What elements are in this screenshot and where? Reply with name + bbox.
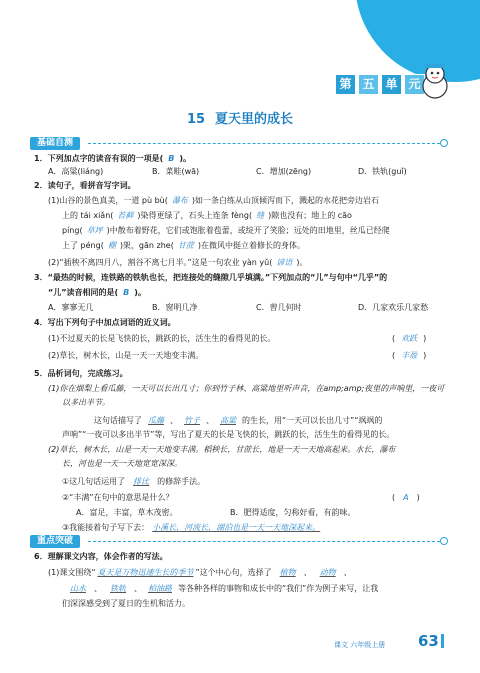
- q3-line2: [48, 287, 146, 298]
- text: 等各种各样的事物和成长中的“我们”作为例子来写，让我: [178, 584, 379, 593]
- q2-answer: 甘蔗: [177, 241, 194, 250]
- divider: [88, 541, 440, 542]
- text: 、: [170, 416, 178, 425]
- lesson-title: [0, 108, 480, 127]
- q2-answer: 棚: [107, 241, 116, 250]
- q3-option-c: C．曾几何时: [256, 303, 302, 312]
- q4-answer: 欢跃: [401, 334, 418, 343]
- q4-answer: 丰盈: [401, 351, 418, 360]
- q5-passage1b: 以多出半节。: [62, 398, 110, 407]
- text: 、: [94, 584, 102, 593]
- q6-answer: 夏天是万物迅速生长的季节: [97, 568, 194, 577]
- q6-answer: 山水: [70, 584, 86, 593]
- q2-line5: [48, 257, 307, 268]
- q5-c1: [62, 476, 205, 487]
- divider: [88, 143, 440, 144]
- q1-option-a: A．高粱(liáng): [48, 167, 104, 176]
- q2-line2: [62, 210, 352, 221]
- q5-answer: 小溪长，河流长，湖泊也是一天一天地深起来。: [152, 523, 321, 532]
- q1-option-d: D．铁轨(guǐ): [358, 167, 407, 176]
- text: 这句话描写了: [94, 416, 142, 425]
- text: )在微风中挺立着修长的身体。: [197, 241, 305, 250]
- q2-answer: 瀑布: [171, 196, 188, 205]
- lesson-number: 15: [186, 112, 206, 127]
- q3-answer: B: [123, 288, 130, 297]
- unit-char: 单: [381, 74, 402, 95]
- q5-passage2: (2)草长，树木长，山是一天一天地变丰满。稻秧长，甘蔗长，地是一天一天地高起来。水长，瀑布: [48, 445, 396, 454]
- q5-c2: ②“丰满”在句中的意思是什么？: [62, 493, 174, 502]
- section-key-label: 重点突破: [30, 535, 80, 548]
- unit-char: 五: [358, 74, 379, 95]
- q4-sentence2: (2)草长，树木长，山是一天一天地变丰满。: [48, 351, 204, 360]
- q3-option-a: A．寥寥无几: [48, 303, 94, 312]
- q5-c2-option-b: B．肥得适度，匀称好看，有韵味。: [230, 508, 356, 517]
- q1-stem-text: 1．下列加点字的读音有误的一项是(: [34, 154, 164, 163]
- q3-line1: 3．“最热的时候，连铁路的铁轨也长，把连接处的缝隙几乎填满。”下列加点的“儿”与句中“几乎”的: [34, 273, 388, 282]
- text: 上了 péng(: [62, 241, 104, 250]
- text: 、: [206, 416, 214, 425]
- dot-icon: [440, 537, 448, 545]
- q6-stem: 6．理解课文内容，体会作者的写法。: [34, 552, 168, 561]
- q2-answer: 草坪: [86, 226, 103, 235]
- q5-c3: [62, 522, 323, 533]
- q5-c2-option-a: A．富足，丰富，草木茂密。: [76, 508, 178, 517]
- q4-sentence1: (1)不过夏天的长是飞快的长，跳跃的长，活生生的看得见的长。: [48, 334, 276, 343]
- q1-stem-end: )。: [179, 154, 191, 163]
- q5-answer: 竹子: [184, 416, 200, 425]
- q6-line2: [62, 583, 378, 594]
- q2-line3: [62, 225, 390, 236]
- text: )如一条白练从山顶倾泻而下，溅起的水花把旁边岩石: [191, 196, 379, 205]
- q6-answer: 植物: [279, 568, 296, 577]
- q6-answer: 铁轨: [110, 584, 126, 593]
- q6-answer: 柏油路: [148, 584, 172, 593]
- q4-answer1: ( 欢跃 ): [392, 334, 427, 343]
- q5-answer: 排比: [133, 477, 150, 486]
- text: )隙也没有；地上的 cāo: [268, 211, 352, 220]
- q5-passage2b: 长，河也是一天一天地宽宽深深。: [62, 459, 182, 468]
- q3-option-d: D．几家欢乐几家愁: [358, 303, 429, 312]
- text: )。: [134, 288, 146, 297]
- q5-line2: [94, 415, 382, 426]
- text: “儿”读音相同的是(: [48, 288, 119, 297]
- q5-answer: A: [403, 493, 409, 502]
- dot-icon: [440, 139, 448, 147]
- q1-option-b: B．菜畦(wā): [152, 167, 200, 176]
- text: 的生长，用“一天可以长出几寸”“飒飒的: [242, 416, 383, 425]
- unit-char: 第: [335, 74, 356, 95]
- page-bar: [441, 634, 444, 648]
- text: (2)“插秧不离四月八，割谷不离七月半。”这是一句农业 yàn yǔ(: [48, 258, 273, 267]
- q1-answer: B: [168, 154, 175, 163]
- q5-stem: 5．品析词句，完成练习。: [34, 369, 128, 378]
- unit-badge: [335, 74, 425, 95]
- q2-line4: [62, 240, 305, 251]
- mascot-icon: [418, 62, 452, 100]
- text: (1)课文围绕“: [48, 568, 96, 577]
- text: (1)山谷的景色真美，一道 pù bù(: [48, 196, 168, 205]
- section-basic-label: 基础自测: [30, 137, 80, 150]
- q2-answer: 缝: [256, 211, 265, 220]
- text: 的修辞手法。: [157, 477, 206, 486]
- q2-line1: [48, 195, 379, 206]
- q2-answer: 谚语: [276, 258, 293, 267]
- text: 上的 tái xiǎn(: [62, 211, 114, 220]
- q5-line3: 声响”“一夜可以多出半节”等，写出了夏天的长是飞快的长，跳跃的长，活生生的看得见的长。: [62, 430, 395, 439]
- footer-text: 课文 六年级上册: [334, 641, 386, 649]
- q2-stem: 2．读句子，看拼音写字词。: [34, 181, 136, 190]
- q5-passage1: (1)你在烟梨上看瓜藤，一天可以长出几寸；你到竹子林、高粱地里听声音，在amp;amp;夜里的声响里，一夜可: [48, 384, 445, 393]
- section-key: [30, 535, 448, 548]
- text: 、: [343, 568, 352, 577]
- text: ”这个中心句，选择了: [195, 568, 272, 577]
- q6-answer: 动物: [319, 568, 336, 577]
- q6-line1: [48, 567, 352, 578]
- text: )。: [296, 258, 308, 267]
- text: )中散布着野花，它们或饱胀着苞蕾，或绽开了笑脸；远处的田地里，丝瓜已经爬: [106, 226, 390, 235]
- q5-c2-answer: ( A ): [392, 493, 420, 502]
- section-basic: [30, 137, 448, 150]
- text: píng(: [62, 226, 83, 235]
- q2-answer: 苔藓: [117, 211, 134, 220]
- text: ③我能接着句子写下去：: [62, 523, 150, 532]
- text: 、: [303, 568, 312, 577]
- q5-answer: 高粱: [220, 416, 236, 425]
- lesson-name: 夏天里的成长: [215, 112, 294, 127]
- page-number: 63: [418, 632, 439, 650]
- q6-line3: 们深深感受到了夏日的生机和活力。: [62, 599, 190, 608]
- q1-stem: [34, 153, 191, 164]
- q3-option-b: B．窗明几净: [152, 303, 198, 312]
- q4-stem: 4．写出下列句子中加点词语的近义词。: [34, 318, 176, 327]
- text: )架，gān zhe(: [119, 241, 174, 250]
- q1-option-c: C．增加(zēng): [256, 167, 312, 176]
- unit-char: 元: [404, 74, 425, 95]
- text: 、: [134, 584, 142, 593]
- text: )染得更绿了，石头上连条 fèng(: [137, 211, 253, 220]
- q4-answer2: ( 丰盈 ): [392, 351, 427, 360]
- q5-answer: 瓜藤: [148, 416, 164, 425]
- text: ①这几句话运用了: [62, 477, 126, 486]
